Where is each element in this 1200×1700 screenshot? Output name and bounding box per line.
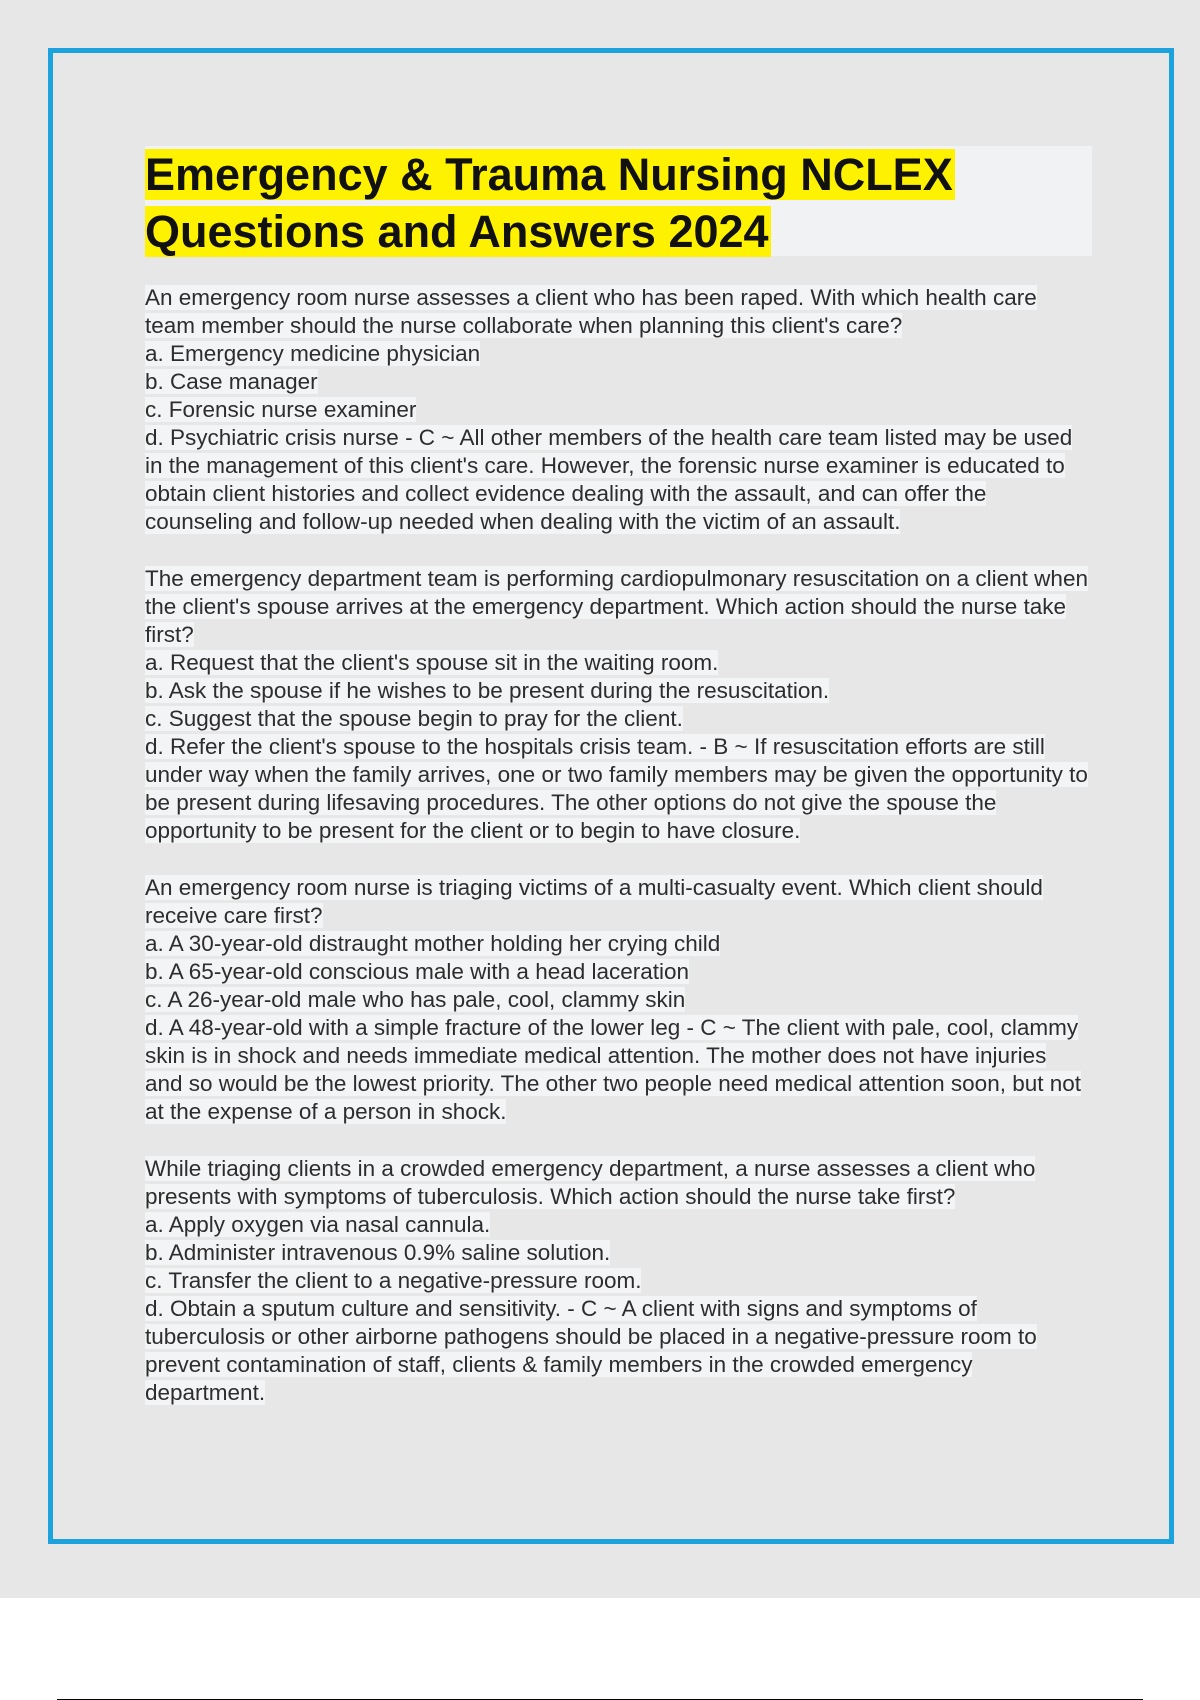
option-a: a. Request that the client's spouse sit in the waiting room. — [145, 650, 719, 675]
question-stem: While triaging clients in a crowded emergency department, a nurse assesses a client who presents with symptoms of tuberculosis. Which action should the nurse take first? — [145, 1156, 1036, 1209]
option-d-answer-rationale: d. Refer the client's spouse to the hospitals crisis team. - B ~ If resuscitation efforts are still under way when the family arrives, one or two family members may be given the opportunity to be present during lifesaving procedures. The other options do not give the spouse the opportunity to be present for the client or to begin to have closure. — [145, 734, 1088, 843]
question-item-1 — [145, 284, 1090, 536]
option-a: a. Emergency medicine physician — [145, 341, 481, 366]
option-c: c. Forensic nurse examiner — [145, 397, 417, 422]
question-item-4 — [145, 1155, 1090, 1407]
question-stem: An emergency room nurse assesses a client who has been raped. With which health care team member should the nurse collaborate when planning this client's care? — [145, 285, 1037, 338]
question-item-3 — [145, 874, 1090, 1126]
question-stem: An emergency room nurse is triaging victims of a multi-casualty event. Which client should receive care first? — [145, 875, 1043, 928]
option-c: c. A 26-year-old male who has pale, cool, clammy skin — [145, 987, 686, 1012]
option-d-answer-rationale: d. Psychiatric crisis nurse - C ~ All other members of the health care team listed may be used in the management of this client's care. However, the forensic nurse examiner is educated to obtain client histories and collect evidence dealing with the assault, and can offer the counseling and follow-up needed when dealing with the victim of an assault. — [145, 425, 1073, 534]
document-title — [145, 146, 1092, 260]
option-c: c. Suggest that the spouse begin to pray for the client. — [145, 706, 683, 731]
title-line-2: Questions and Answers 2024 — [145, 206, 769, 257]
question-list — [145, 284, 1090, 1436]
option-c: c. Transfer the client to a negative-pressure room. — [145, 1268, 642, 1293]
question-stem: The emergency department team is performing cardiopulmonary resuscitation on a client when the client's spouse arrives at the emergency department. Which action should the nurse take first? — [145, 566, 1088, 647]
title-line-1: Emergency & Trauma Nursing NCLEX — [145, 149, 953, 200]
option-b: b. Ask the spouse if he wishes to be present during the resuscitation. — [145, 678, 830, 703]
option-b: b. Administer intravenous 0.9% saline solution. — [145, 1240, 611, 1265]
option-b: b. A 65-year-old conscious male with a head laceration — [145, 959, 690, 984]
option-d-answer-rationale: d. A 48-year-old with a simple fracture of the lower leg - C ~ The client with pale, cool, clammy skin is in shock and needs immediate medical attention. The mother does not have injuries and so would be the lowest priority. The other two people need medical attention soon, but not at the expense of a person in shock. — [145, 1015, 1082, 1124]
option-d-answer-rationale: d. Obtain a sputum culture and sensitivity. - C ~ A client with signs and symptoms of tuberculosis or other airborne pathogens should be placed in a negative-pressure room to prevent contamination of staff, clients & family members in the crowded emergency department. — [145, 1296, 1037, 1405]
option-a: a. Apply oxygen via nasal cannula. — [145, 1212, 491, 1237]
question-item-2 — [145, 565, 1090, 845]
option-a: a. A 30-year-old distraught mother holding her crying child — [145, 931, 721, 956]
option-b: b. Case manager — [145, 369, 318, 394]
